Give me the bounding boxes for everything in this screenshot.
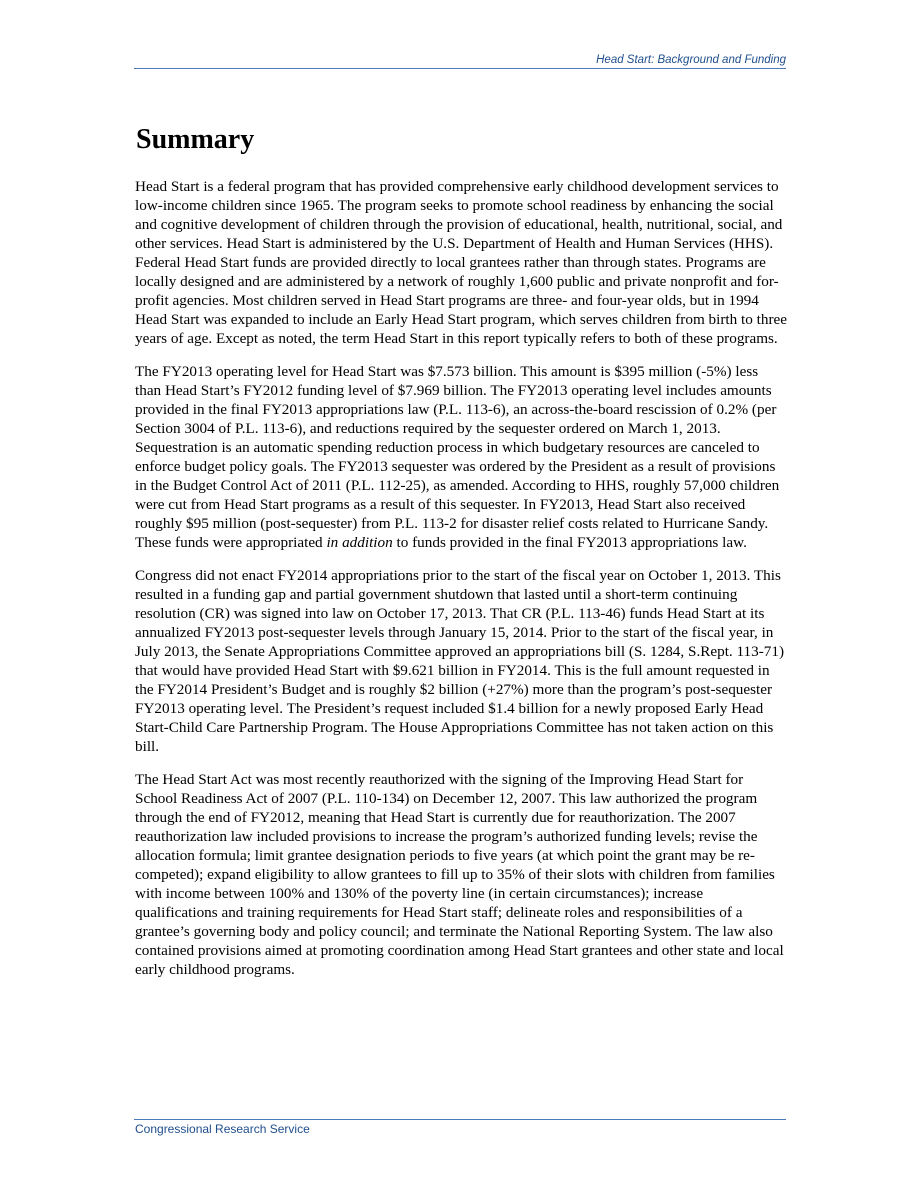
emphasis-in-addition: in addition xyxy=(326,534,393,551)
paragraph-fy2013-funding xyxy=(135,362,787,552)
header-divider xyxy=(134,68,786,69)
section-title: Summary xyxy=(136,124,255,155)
paragraph-fy2014-appropriations: Congress did not enact FY2014 appropriations prior to the start of the fiscal year on October 1, 2013. This resulted in a funding gap and partial government shutdown that lasted until a short-term continuing resolution (CR) was signed into law on October 17, 2013. That CR (P.L. 113-46) funds Head Start at its annualized FY2013 post-sequester levels through January 15, 2014. Prior to the start of the fiscal year, in July 2013, the Senate Appropriations Committee approved an appropriations bill (S. 1284, S.Rept. 113-71) that would have provided Head Start with $9.621 billion in FY2014. This is the full amount requested in the FY2014 President’s Budget and is roughly $2 billion (+27%) more than the program’s post-sequester FY2013 operating level. The President’s request included $1.4 billion for a newly proposed Early Head Start-Child Care Partnership Program. The House Appropriations Committee has not taken action on this bill. xyxy=(135,567,785,755)
running-header: Head Start: Background and Funding xyxy=(596,54,786,66)
footer-publisher: Congressional Research Service xyxy=(135,1122,310,1136)
paragraph-overview: Head Start is a federal program that has provided comprehensive early childhood development services to low-income children since 1965. The program seeks to promote school readiness by enhancing the social and cognitive development of children through the provision of educational, health, nutritional, social, and other services. Head Start is administered by the U.S. Department of Health and Human Services (HHS). Federal Head Start funds are provided directly to local grantees rather than through states. Programs are locally designed and are administered by a network of roughly 1,600 public and private nonprofit and for-profit agencies. Most children served in Head Start programs are three- and four-year olds, but in 1994 Head Start was expanded to include an Early Head Start program, which serves children from birth to three years of age. Except as noted, the term Head Start in this report typically refers to both of these programs. xyxy=(135,178,788,347)
paragraph-fy2013-text: The FY2013 operating level for Head Start was $7.573 billion. This amount is $395 million (-5%) less than Head Start’s FY2012 funding level of $7.969 billion. The FY2013 operating level includes amounts provided in the final FY2013 appropriations law (P.L. 113-6), an across-the-board rescission of 0.2% (per Section 3004 of P.L. 113-6), and reductions required by the sequester ordered on March 1, 2013. Sequestration is an automatic spending reduction process in which budgetary resources are canceled to enforce budget policy goals. The FY2013 sequester was ordered by the President as a result of provisions in the Budget Control Act of 2011 (P.L. 112-25), as amended. According to HHS, roughly 57,000 children were cut from Head Start programs as a result of this sequester. In FY2013, Head Start also received roughly $95 million (post-sequester) from P.L. 113-2 for disaster relief costs related to Hurricane Sandy. These funds were appropriated xyxy=(135,363,780,551)
paragraph-reauthorization: The Head Start Act was most recently reauthorized with the signing of the Improving Head Start for School Readiness Act of 2007 (P.L. 110-134) on December 12, 2007. This law authorized the program through the end of FY2012, meaning that Head Start is currently due for reauthorization. The 2007 reauthorization law included provisions to increase the program’s authorized funding levels; revise the allocation formula; limit grantee designation periods to five years (at which point the grant may be re-competed); expand eligibility to allow grantees to fill up to 35% of their slots with children from families with income between 100% and 130% of the poverty line (in certain circumstances); increase qualifications and training requirements for Head Start staff; delineate roles and responsibilities of a grantee’s governing body and policy council; and terminate the National Reporting System. The law also contained provisions aimed at promoting coordination among Head Start grantees and other state and local early childhood programs. xyxy=(135,771,784,978)
paragraph-fy2013-text-end: to funds provided in the final FY2013 appropriations law. xyxy=(392,534,747,551)
summary-body xyxy=(135,177,787,993)
footer-divider xyxy=(134,1119,786,1120)
